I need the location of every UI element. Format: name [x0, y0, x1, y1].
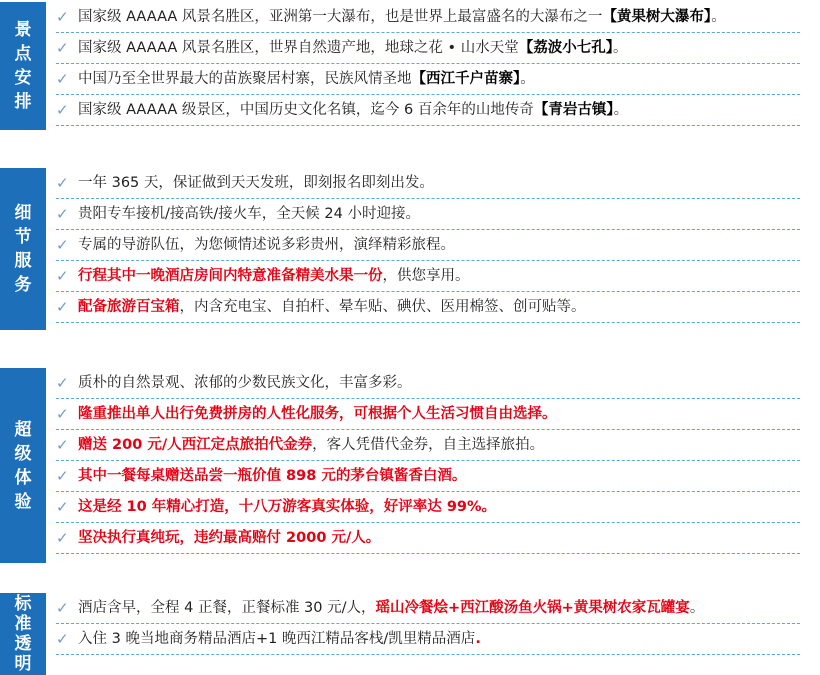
- list-item: [56, 33, 800, 64]
- item-text: [78, 461, 466, 491]
- item-text: [78, 230, 455, 260]
- text-segment: 入住 3 晚当地商务精品酒店+1 晚西江精品客栈/凯里精品酒店: [78, 631, 476, 647]
- item-text: [78, 593, 704, 623]
- checkmark-icon: ✓: [56, 39, 69, 57]
- checkmark-icon: ✓: [56, 174, 69, 192]
- text-segment: 国家级 AAAAA 风景名胜区，世界自然遗产地，地球之花 • 山水天堂: [78, 40, 519, 56]
- item-text: [78, 492, 496, 522]
- item-text: [78, 368, 412, 398]
- checkmark-icon: ✓: [56, 8, 69, 26]
- section-label: 细节服务: [14, 203, 32, 295]
- section-label-box: [0, 368, 46, 563]
- row-list: [56, 168, 800, 323]
- item-text: [78, 64, 535, 94]
- highlight-text: 坚决执行真纯玩，违约最高赔付 2000 元/人。: [78, 530, 381, 546]
- checkmark-icon: ✓: [56, 599, 69, 617]
- item-text: [78, 399, 557, 429]
- checkmark-icon: ✓: [56, 70, 69, 88]
- item-text: [78, 199, 420, 229]
- list-item: [56, 2, 800, 33]
- list-item: [56, 95, 800, 126]
- list-item: [56, 261, 800, 292]
- checkmark-icon: ✓: [56, 101, 69, 119]
- list-item: [56, 399, 800, 430]
- item-text: [78, 2, 726, 32]
- text-segment: ，客人凭借代金券，自主选择旅拍。: [312, 437, 545, 453]
- text-segment: 中国乃至全世界最大的苗族聚居村寨，民族风情圣地: [78, 71, 412, 87]
- text-segment: 。: [711, 9, 726, 25]
- list-item: [56, 461, 800, 492]
- row-list: [56, 2, 800, 126]
- checkmark-icon: ✓: [56, 630, 69, 648]
- list-item: [56, 492, 800, 523]
- highlight-text: 赠送 200 元/人西江定点旅拍代金券: [78, 437, 313, 453]
- text-segment: 。: [689, 600, 705, 616]
- text-segment: 专属的导游队伍，为您倾情述说多彩贵州，演绎精彩旅程。: [78, 237, 455, 253]
- section-label-box: [0, 593, 46, 675]
- list-item: [56, 368, 800, 399]
- checkmark-icon: ✓: [56, 405, 69, 423]
- section-label-box: [0, 2, 46, 130]
- list-item: [56, 199, 800, 230]
- list-item: [56, 624, 800, 655]
- text-segment: 。: [613, 102, 629, 118]
- highlight-text: 配备旅游百宝箱: [78, 299, 180, 315]
- bold-text: 【黄果树大瀑布】: [602, 9, 712, 25]
- item-text: [78, 95, 628, 125]
- bold-text: 【荔波小七孔】: [518, 40, 613, 56]
- highlight-text: 瑶山冷餐烩+西江酸汤鱼火锅+黄果树农家瓦罐宴: [375, 600, 690, 616]
- section-label-box: [0, 168, 46, 330]
- text-segment: 酒店含早，全程 4 正餐，正餐标准 30 元/人，: [78, 600, 376, 616]
- list-item: [56, 593, 800, 624]
- checkmark-icon: ✓: [56, 267, 69, 285]
- item-text: [78, 292, 586, 322]
- row-list: [56, 368, 800, 554]
- item-text: [78, 624, 481, 654]
- list-item: [56, 64, 800, 95]
- highlight-text: 其中一餐每桌赠送品尝一瓶价值 898 元的茅台镇酱香白酒。: [78, 468, 467, 484]
- text-segment: 。: [520, 71, 535, 87]
- text-segment: ，内含充电宝、自拍杆、晕车贴、碘伏、医用棉签、创可贴等。: [179, 299, 586, 315]
- row-list: [56, 593, 800, 655]
- item-text: [78, 430, 544, 460]
- text-segment: ，供您享用。: [382, 268, 470, 284]
- item-text: [78, 33, 627, 63]
- checkmark-icon: ✓: [56, 436, 69, 454]
- text-segment: 一年 365 天，保证做到天天发班，即刻报名即刻出发。: [78, 175, 434, 191]
- text-segment: 贵阳专车接机/接高铁/接火车，全天候 24 小时迎接。: [78, 206, 420, 222]
- item-text: [78, 261, 470, 291]
- text-segment: 国家级 AAAAA 级景区，中国历史文化名镇，迄今 6 百余年的山地传奇: [78, 102, 534, 118]
- checkmark-icon: ✓: [56, 236, 69, 254]
- section-label: 景点安排: [14, 20, 32, 112]
- bold-text: 【青岩古镇】: [533, 102, 614, 118]
- list-item: [56, 430, 800, 461]
- list-item: [56, 168, 800, 199]
- item-text: [78, 523, 380, 553]
- text-segment: 。: [612, 40, 628, 56]
- checkmark-icon: ✓: [56, 467, 69, 485]
- bold-text: 【西江千户苗寨】: [411, 71, 521, 87]
- text-segment: 国家级 AAAAA 风景名胜区，亚洲第一大瀑布，也是世界上最富盛名的大瀑布之一: [78, 9, 603, 25]
- highlight-text: 行程其中一晚酒店房间内特意准备精美水果一份: [78, 268, 383, 284]
- checkmark-icon: ✓: [56, 205, 69, 223]
- highlight-text: .: [475, 631, 481, 647]
- section-label: 超级体验: [14, 419, 32, 512]
- checkmark-icon: ✓: [56, 374, 69, 392]
- list-item: [56, 523, 800, 554]
- checkmark-icon: ✓: [56, 529, 69, 547]
- item-text: [78, 168, 434, 198]
- checkmark-icon: ✓: [56, 298, 69, 316]
- list-item: [56, 230, 800, 261]
- section-label: 标准透明: [14, 594, 32, 674]
- text-segment: 质朴的自然景观、浓郁的少数民族文化，丰富多彩。: [78, 375, 412, 391]
- list-item: [56, 292, 800, 323]
- checkmark-icon: ✓: [56, 498, 69, 516]
- highlight-text: 隆重推出单人出行免费拼房的人性化服务，可根据个人生活习惯自由选择。: [78, 406, 557, 422]
- highlight-text: 这是经 10 年精心打造，十八万游客真实体验，好评率达 99%。: [78, 499, 497, 515]
